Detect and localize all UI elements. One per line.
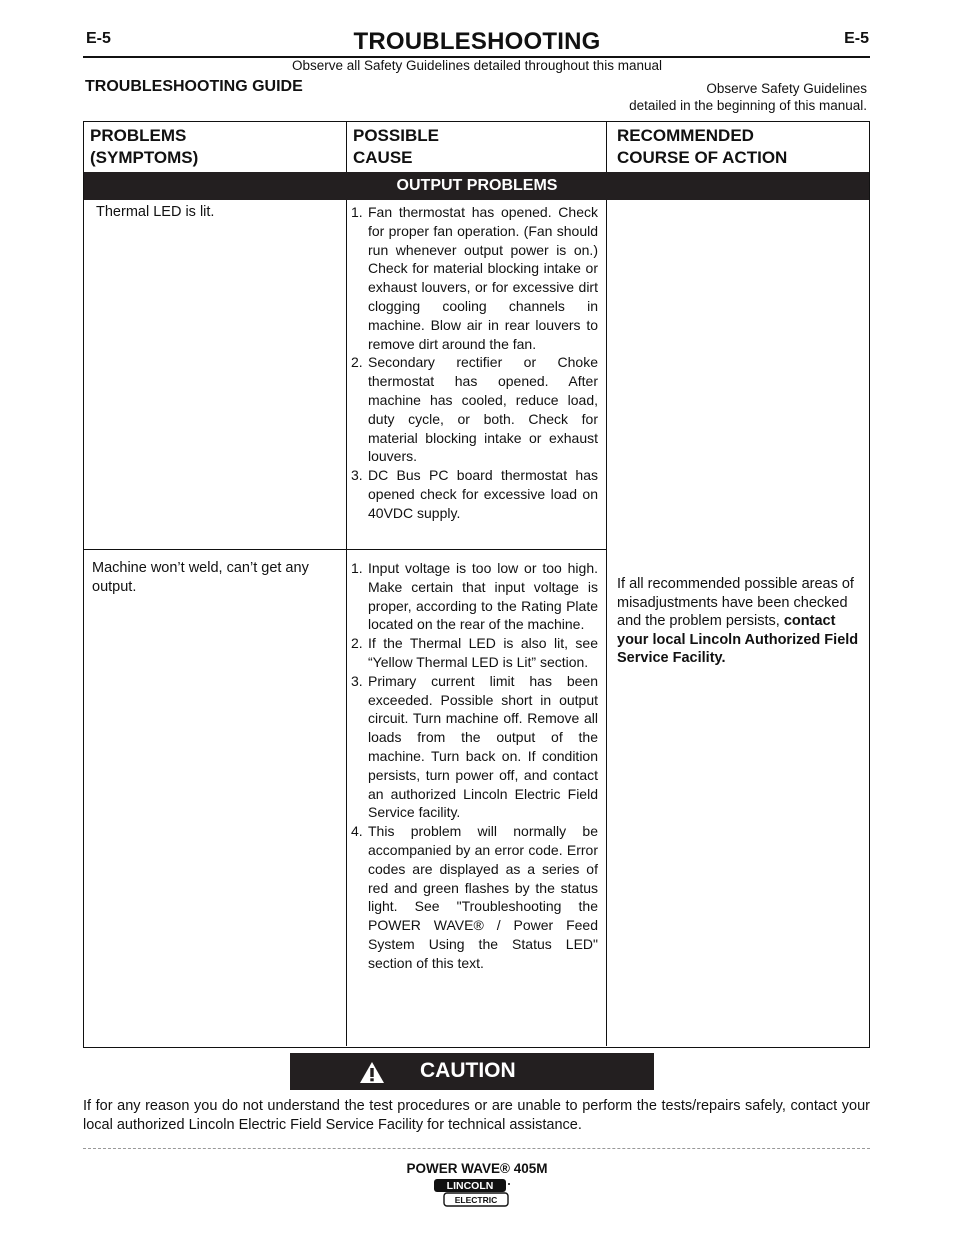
cause-text: This problem will normally be accompanied by an error code. Error codes are displayed as a series of red and green flashes by the status light. See "Troubleshooting the POWER WAVE® / Power Feed System Using the Status LED" section of this text. <box>368 823 598 971</box>
troubleshooting-table <box>83 121 870 1048</box>
cause-item <box>351 466 598 522</box>
cause-number: 3. <box>351 467 363 484</box>
cause-number: 4. <box>351 823 363 840</box>
page-title: TROUBLESHOOTING <box>353 28 601 55</box>
action-text: If all recommended possible areas of misadjustments have been checked and the problem persists, <box>617 576 854 629</box>
cause-text: DC Bus PC board thermostat has opened check for excessive load on 40VDC supply. <box>368 467 598 521</box>
cause-number: 1. <box>351 204 363 220</box>
logo-text-top: LINCOLN <box>446 1180 494 1192</box>
page-code-right: E-5 <box>844 30 869 47</box>
safety-note-right-line2: detailed in the beginning of this manual. <box>629 98 867 113</box>
col-header-problems-line2: (SYMPTOMS) <box>90 148 199 167</box>
cause-text: Primary current limit has been exceeded. Possible short in output circuit. Turn machine off. Remove all loads from the output of the machine. Turn back on. If condition persists, turn power off, and contact an authorized Lincoln Electric Field Service facility. <box>368 672 598 821</box>
col-header-cause-line2: CAUSE <box>353 148 413 167</box>
cause-item <box>351 634 598 672</box>
section-band <box>84 172 869 200</box>
cause-text: Secondary rectifier or Choke thermostat has opened. After machine has cooled, reduce load, duty cycle, or both. Check for material blocking intake or exhaust louvers. <box>368 354 598 465</box>
cause-item <box>351 203 598 353</box>
causes-list <box>351 203 598 523</box>
cause-number: 1. <box>351 560 363 576</box>
page-code-left: E-5 <box>86 30 111 47</box>
safety-note: Observe all Safety Guidelines detailed throughout this manual <box>292 58 662 73</box>
safety-note-right-line1: Observe Safety Guidelines <box>706 81 867 96</box>
causes-list <box>351 559 598 973</box>
cause-text: If the Thermal LED is also lit, see “Yellow Thermal LED is Lit” section. <box>368 635 598 670</box>
row-divider <box>84 549 606 550</box>
guide-title: TROUBLESHOOTING GUIDE <box>85 78 303 95</box>
recommended-action <box>617 575 865 668</box>
col-header-action-line1: RECOMMENDED <box>617 126 754 145</box>
logo-text-bottom: ELECTRIC <box>454 1195 498 1205</box>
warning-icon <box>359 1061 385 1084</box>
cause-item <box>351 672 598 822</box>
footer-divider <box>83 1148 870 1149</box>
action-text-bold: contact your local Lincoln Authorized Field Service Facility. <box>617 613 859 666</box>
col-header-cause <box>353 125 439 169</box>
cause-item <box>351 822 598 972</box>
col-divider <box>606 200 607 1046</box>
caution-banner <box>290 1053 654 1090</box>
cause-text: Fan thermostat has opened. Check for proper fan operation. (Fan should run whenever output power is on.) Check for material blocking intake or exhaust louvers, or for excessive dirt clogging cooling channels in machine. Blow air in rear louvers to remove dirt around the fan. <box>368 204 598 352</box>
col-divider <box>346 122 347 172</box>
cause-number: 2. <box>351 635 363 652</box>
section-title: OUTPUT PROBLEMS <box>396 177 558 194</box>
caution-label: CAUTION <box>420 1059 516 1082</box>
lincoln-electric-logo <box>433 1178 511 1208</box>
cause-number: 3. <box>351 672 363 689</box>
col-header-action-line2: COURSE OF ACTION <box>617 148 788 167</box>
col-header-cause-line1: POSSIBLE <box>353 126 439 145</box>
col-divider <box>346 200 347 1046</box>
symptom-thermal-led: Thermal LED is lit. <box>96 204 215 220</box>
cause-text: Input voltage is too low or too high. Make certain that input voltage is proper, according to the Rating Plate located on the rear of the machine. <box>368 560 598 633</box>
cause-number: 2. <box>351 354 363 371</box>
col-header-problems-line1: PROBLEMS <box>90 126 187 145</box>
col-header-action <box>617 125 787 169</box>
safety-note-right <box>629 80 867 114</box>
cause-item <box>351 559 598 634</box>
caution-text: If for any reason you do not understand the test procedures or are unable to perform the tests/repairs safely, contact your local authorized Lincoln Electric Field Service Facility for technical assistance. <box>83 1098 870 1133</box>
col-divider <box>606 122 607 172</box>
cause-item <box>351 353 598 466</box>
symptom-no-output: Machine won’t weld, can’t get any output. <box>92 560 309 595</box>
product-name: POWER WAVE® 405M <box>406 1161 548 1176</box>
col-header-problems <box>90 125 198 169</box>
